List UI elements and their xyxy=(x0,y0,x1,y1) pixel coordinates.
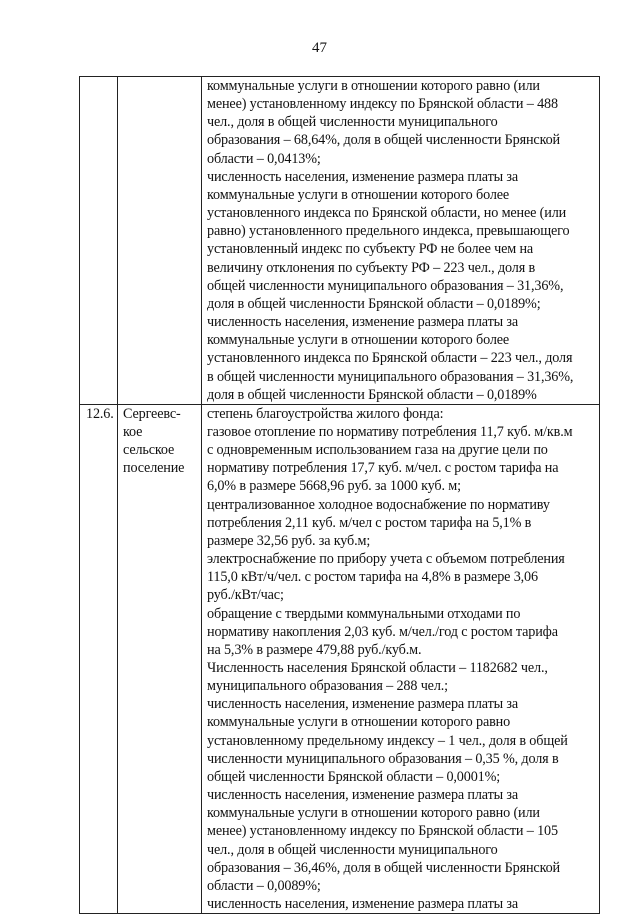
text-line: численность населения, изменение размера платы за xyxy=(207,787,519,804)
text-line: 115,0 кВт/ч/чел. с ростом тарифа на 4,8% в размере 3,06 xyxy=(207,569,538,586)
text-line: численность населения, изменение размера платы за xyxy=(207,168,519,185)
row-number-cell xyxy=(80,404,118,913)
text-line: газовое отопление по нормативу потребления 11,7 куб. м/кв.м xyxy=(207,423,573,440)
text-line: доля в общей численности Брянской области – 0,0189%; xyxy=(207,295,541,312)
text-line: поселение xyxy=(123,460,185,477)
data-table xyxy=(79,76,600,914)
row-description-cell xyxy=(202,77,600,405)
text-line: равно) установленного предельного индекса, превышающего xyxy=(207,223,570,240)
text-line: коммунальные услуги в отношении которого более xyxy=(207,332,510,349)
text-line: коммунальные услуги в отношении которого более xyxy=(207,186,510,203)
text-line: размере 32,56 руб. за куб.м; xyxy=(207,532,371,549)
text-line: коммунальные услуги в отношении которого равно (или xyxy=(207,805,540,822)
text-line: установленный индекс по субъекту РФ не более чем на xyxy=(207,241,534,258)
text-line: потребления 2,11 куб. м/чел с ростом тарифа на 5,1% в xyxy=(207,514,532,531)
row-description-cell xyxy=(202,404,600,913)
text-line: установленного индекса по Брянской области – 223 чел., доля xyxy=(207,350,573,367)
text-line: сельское xyxy=(123,442,175,459)
text-line: общей численности Брянской области – 0,0001%; xyxy=(207,768,501,785)
text-line: Сергеевс- xyxy=(123,405,181,422)
description-lines xyxy=(202,405,599,913)
text-line: муниципального образования – 288 чел.; xyxy=(207,678,448,695)
table-row xyxy=(80,404,600,913)
text-line: чел., доля в общей численности муниципального xyxy=(207,841,498,858)
text-line: доля в общей численности Брянской области – 0,0189% xyxy=(207,386,537,403)
text-line: общей численности муниципального образования – 31,36%, xyxy=(207,277,564,294)
text-line: образования – 36,46%, доля в общей численности Брянской xyxy=(207,859,560,876)
text-line: руб./кВт/час; xyxy=(207,587,284,604)
text-line: численность населения, изменение размера платы за xyxy=(207,696,519,713)
text-line: коммунальные услуги в отношении которого равно (или xyxy=(207,78,540,94)
row-number-cell xyxy=(80,77,118,405)
text-line: нормативу накопления 2,03 куб. м/чел./год с ростом тарифа xyxy=(207,623,558,640)
text-line: величину отклонения по субъекту РФ – 223 чел., доля в xyxy=(207,259,536,276)
text-line: с одновременным использованием газа на другие цели по xyxy=(207,442,548,459)
text-line: централизованное холодное водоснабжение по нормативу xyxy=(207,496,550,513)
text-line: установленному предельному индексу – 1 чел., доля в общей xyxy=(207,732,568,749)
text-line: электроснабжение по прибору учета с объемом потребления xyxy=(207,551,565,568)
municipality-name-cell xyxy=(118,404,202,913)
municipality-name-cell xyxy=(118,77,202,405)
page-number: 47 xyxy=(312,40,327,56)
text-line: степень благоустройства жилого фонда: xyxy=(207,405,444,422)
text-line: в общей численности муниципального образования – 31,36%, xyxy=(207,368,574,385)
text-line: Численность населения Брянской области – 1182682 чел., xyxy=(207,660,548,676)
text-line: чел., доля в общей численности муниципального xyxy=(207,114,498,131)
table-row xyxy=(80,77,600,405)
row-number: 12.6. xyxy=(86,405,114,422)
municipality-name-lines xyxy=(118,405,201,478)
text-line: области – 0,0413%; xyxy=(207,150,321,167)
description-lines xyxy=(202,77,599,404)
text-line: образования – 68,64%, доля в общей численности Брянской xyxy=(207,132,560,149)
text-line: на 5,3% в размере 479,88 руб./куб.м. xyxy=(207,641,422,658)
text-line: менее) установленному индексу по Брянской области – 488 xyxy=(207,96,558,113)
text-line: установленного индекса по Брянской области, но менее (или xyxy=(207,205,567,222)
text-line: коммунальные услуги в отношении которого равно xyxy=(207,714,511,731)
text-line: численности муниципального образования – 0,35 %, доля в xyxy=(207,750,559,767)
text-line: численность населения, изменение размера платы за xyxy=(207,314,519,331)
text-line: области – 0,0089%; xyxy=(207,877,321,894)
text-line: обращение с твердыми коммунальными отходами по xyxy=(207,605,521,622)
text-line: 6,0% в размере 5668,96 руб. за 1000 куб. м; xyxy=(207,478,461,495)
text-line: кое xyxy=(123,423,143,440)
text-line: менее) установленному индексу по Брянской области – 105 xyxy=(207,823,558,840)
text-line: численность населения, изменение размера платы за xyxy=(207,896,519,913)
text-line: нормативу потребления 17,7 куб. м/чел. с ростом тарифа на xyxy=(207,460,559,477)
